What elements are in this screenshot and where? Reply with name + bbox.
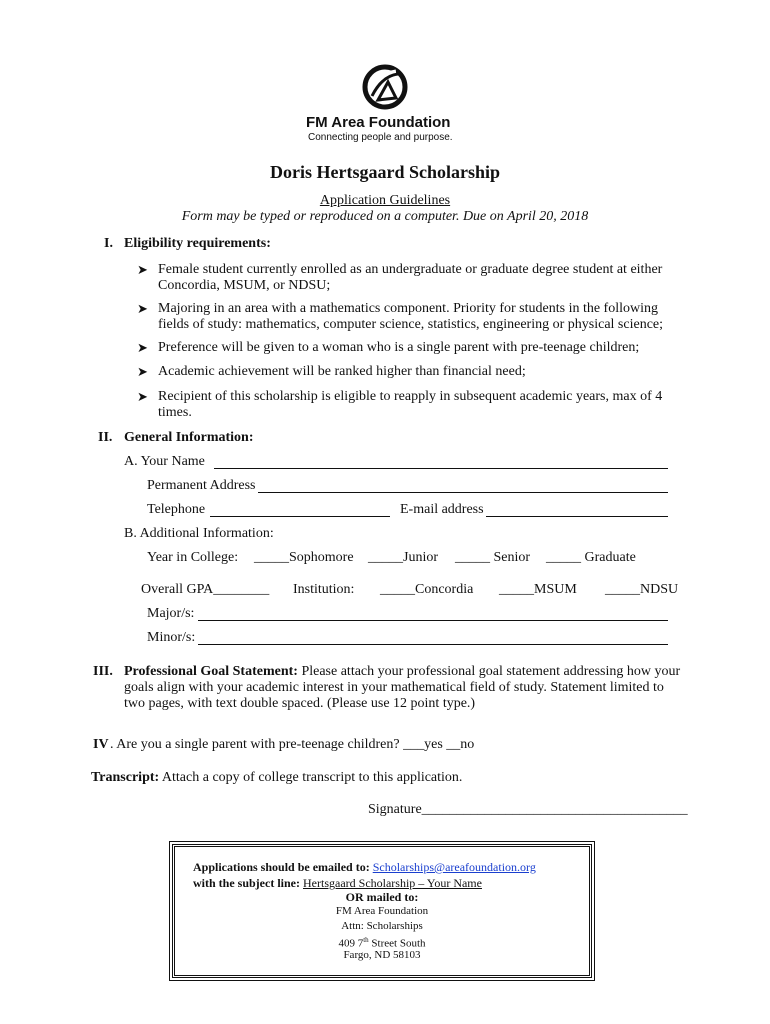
additional-info-label: B. Additional Information: [124,526,274,541]
section-1-number: I. [104,236,113,251]
contact-street-num: 409 7 [338,937,364,950]
contact-city: Fargo, ND 58103 [343,949,421,961]
form-note: Form may be typed or reproduced on a computer. Due on April 20, 2018 [181,209,589,224]
page-title: Doris Hertsgaard Scholarship [269,162,500,182]
eligibility-item: Recipient of this scholarship is eligible to reapply in subsequent academic years, max of 4 times. [158,389,663,420]
eligibility-item: Preference will be given to a woman who is a single parent with pre-teenage children; [158,340,640,355]
section-3-number: III. [93,664,113,679]
institution-option-msum[interactable]: _____MSUM [499,582,577,597]
year-option-senior[interactable]: _____ Senior [455,550,531,565]
contact-org: FM Area Foundation [335,905,429,917]
contact-or-mailed: OR mailed to: [345,890,419,904]
minors-field[interactable] [198,631,668,645]
telephone-field[interactable] [210,503,390,517]
year-option-graduate[interactable]: _____ Graduate [546,550,636,565]
section-4-question: . Are you a single parent with pre-teenage children? ___yes __no [110,737,475,752]
transcript-text: Attach a copy of college transcript to this application. [159,770,463,785]
foundation-logo-mark [360,62,410,112]
contact-subject-label: with the subject line: [193,876,303,890]
contact-attn: Attn: Scholarships [341,920,423,932]
overall-gpa-field[interactable]: Overall GPA________ [141,582,270,597]
page-subtitle: Application Guidelines [319,193,451,208]
section-3-heading: Professional Goal Statement: [124,664,298,679]
minors-label: Minor/s: [147,630,196,645]
bullet-arrow-icon: ➤ [137,262,148,277]
institution-option-concordia[interactable]: _____Concordia [380,582,474,597]
section-3-body [124,664,684,712]
permanent-address-field[interactable] [258,479,668,493]
contact-emailed-label: Applications should be emailed to: [193,860,373,874]
logo-tagline: Connecting people and purpose. [308,132,453,143]
email-label: E-mail address [400,502,484,517]
section-1-heading: Eligibility requirements: [124,236,271,251]
year-option-sophomore[interactable]: _____Sophomore [254,550,354,565]
bullet-arrow-icon: ➤ [137,389,148,404]
majors-field[interactable] [198,607,668,621]
your-name-field[interactable] [214,455,668,469]
majors-label: Major/s: [147,606,195,621]
contact-email-link[interactable]: Scholarships@areafoundation.org [372,860,536,874]
contact-subject-line [193,876,482,890]
section-2-number: II. [98,430,113,445]
institution-label: Institution: [293,582,355,597]
bullet-arrow-icon: ➤ [137,301,148,316]
signature-field[interactable]: Signature______________________________________ [368,802,688,817]
year-option-junior[interactable]: _____Junior [368,550,438,565]
email-field[interactable] [486,503,668,517]
your-name-label: A. Your Name [124,454,205,469]
bullet-arrow-icon: ➤ [137,364,148,379]
institution-option-ndsu[interactable]: _____NDSU [605,582,679,597]
section-2-heading: General Information: [124,430,254,445]
contact-street-rest: Street South [368,937,426,950]
transcript-line [91,770,462,786]
eligibility-item: Female student currently enrolled as an undergraduate or graduate degree student at either Concordia, MSUM, or NDSU; [158,262,663,293]
permanent-address-label: Permanent Address [147,478,256,493]
bullet-arrow-icon: ➤ [137,340,148,355]
transcript-label: Transcript: [91,770,160,785]
section-4-number: IV [93,737,109,752]
year-in-college-label: Year in College: [147,550,239,565]
contact-subject: Hertsgaard Scholarship – Your Name [303,876,482,890]
logo-name: FM Area Foundation [306,114,451,131]
contact-emailed-line [193,860,536,874]
telephone-label: Telephone [147,502,206,517]
contact-street-sup: th [363,936,369,944]
eligibility-item: Majoring in an area with a mathematics component. Priority for students in the following fields of study: mathematics, computer science, statistics, engineering or physical science; [158,301,664,332]
eligibility-item: Academic achievement will be ranked higher than financial need; [158,364,526,379]
section-3-text: Please attach your professional goal statement addressing how your goals align with your academic interest in your mathematical field of study. Statement limited to two pages, with text double spaced. (Please use 12 point type.) [124,664,681,711]
